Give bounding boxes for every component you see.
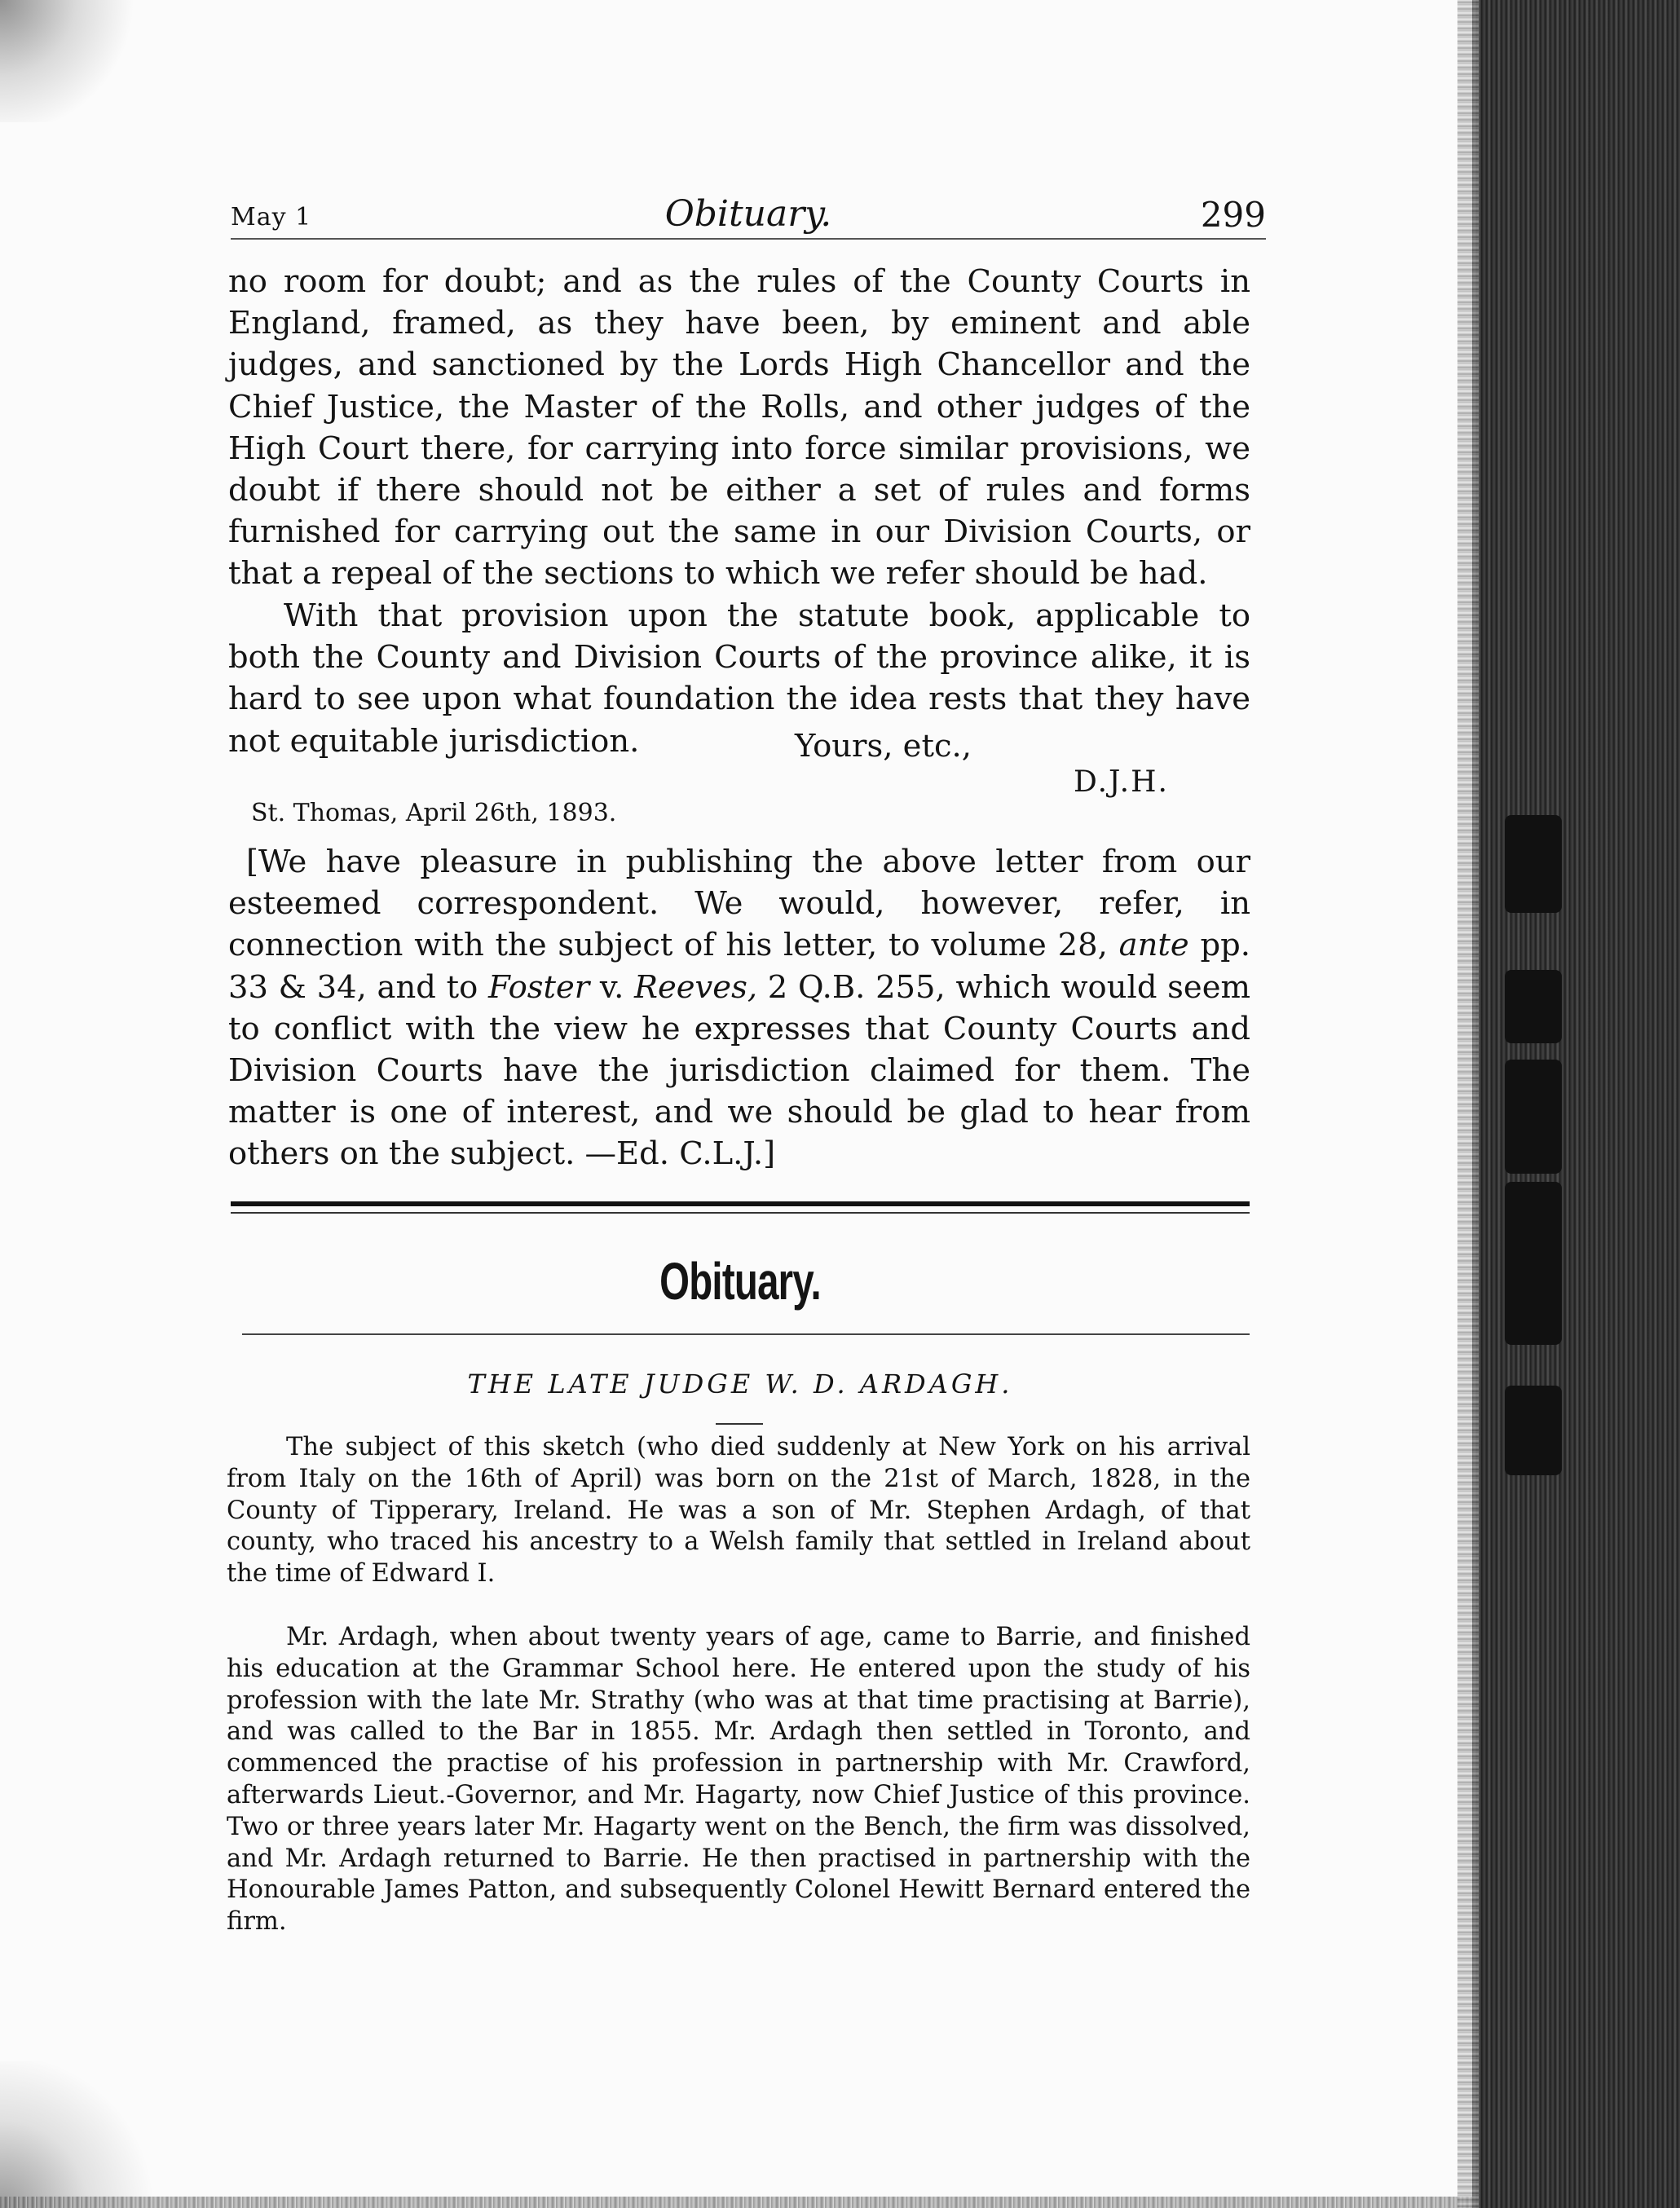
title-rule [716,1423,763,1425]
header-rule [231,238,1266,240]
editor-note [228,841,1250,1175]
running-header [231,186,1266,235]
binding-smudge [1505,1182,1562,1345]
letter-closing: Yours, etc., [795,728,972,765]
heading-rule [242,1333,1250,1335]
binding-smudge [1505,815,1562,913]
book-binding-edge [1472,0,1680,2208]
binding-smudge [1505,1060,1562,1174]
obituary-paragraph-2: Mr. Ardagh, when about twenty years of age, came to Barrie, and finished his education at the Grammar School here. He entered upon the study of his profession with the late Mr. Strathy (who was at that time practising at Barrie), and was called to the Bar in 1855. Mr. Ardagh then settled in Toronto, and commenced the practise of his profession in partnership with Mr. Crawford, afterwards Lieut.-Governor, and Mr. Hagarty, now Chief Justice of this province. Two or three years later Mr. Hagarty went on the Bench, the firm was dissolved, and Mr. Ardagh returned to Barrie. He then practised in partnership with the Honourable James Patton, and subsequently Colonel Hewitt Bernard entered the firm. [227,1623,1250,1937]
editor-note-ante: ante [1118,927,1189,964]
letter-paragraph-2: With that provision upon the statute book, applicable to both the County and Division Courts of the province alike, it is hard to see upon what foundation the idea rests that they have not equitable jurisdiction. [228,597,1250,760]
header-date: May 1 [231,203,312,231]
letter-signature: D.J.H. [1074,765,1169,799]
section-heading: Obituary. [659,1252,821,1311]
binding-smudge [1505,1386,1562,1475]
section-divider-thin [231,1212,1250,1214]
case-versus: v. [589,968,634,1006]
article-title: THE LATE JUDGE W. D. ARDAGH. [467,1368,1013,1399]
obituary-paragraph-1: The subject of this sketch (who died suddenly at New York on his arrival from Italy on the 16th of April) was born on the 21st of March, 1828, in the County of Tipperary, Ireland. He was a son of Mr. Stephen Ardagh, of that county, who traced his ancestry to a Welsh family that settled in Ireland about the time of Edward I. [227,1433,1250,1589]
letter-paragraph-1: no room for doubt; and as the rules of the County Courts in England, framed, as they have been, by eminent and able judges, and sanctioned by the Lords High Chancellor and the Chief Justice, the Master of the Rolls, and other judges of the High Court there, for carrying into force similar provisions, we doubt if there should not be either a set of rules and forms furnished for carrying out the same in our Division Courts, or that a repeal of the sections to which we refer should be had. [228,263,1250,593]
scan-shadow-top-left [0,0,147,122]
scan-bottom-edge [0,2197,1472,2208]
header-title: Obituary. [664,193,832,235]
editor-note-text: 2 Q.B. 255, which would seem to conflict with the view he expresses that County Courts and Division Courts have the jurisdiction claimed for them. The matter is one of interest, and we should be glad to hear from others on the subject. —Ed. C.L.J.] [228,968,1250,1173]
editor-note-text: pp. 33 & 34, and to [228,927,1250,1006]
editor-note-text: [We have pleasure in publishing the above letter from our esteemed correspondent. We would, however, refer, in connection with the subject of his letter, to volume 28, [228,844,1250,964]
case-party-1: Foster [487,968,590,1006]
scan-shadow-bottom-left [0,2061,163,2208]
case-party-2: Reeves, [634,968,758,1006]
page-number: 299 [1200,195,1266,235]
binding-smudge [1505,970,1562,1043]
letter-dateline: St. Thomas, April 26th, 1893. [251,799,617,827]
section-divider-thick [231,1201,1250,1206]
